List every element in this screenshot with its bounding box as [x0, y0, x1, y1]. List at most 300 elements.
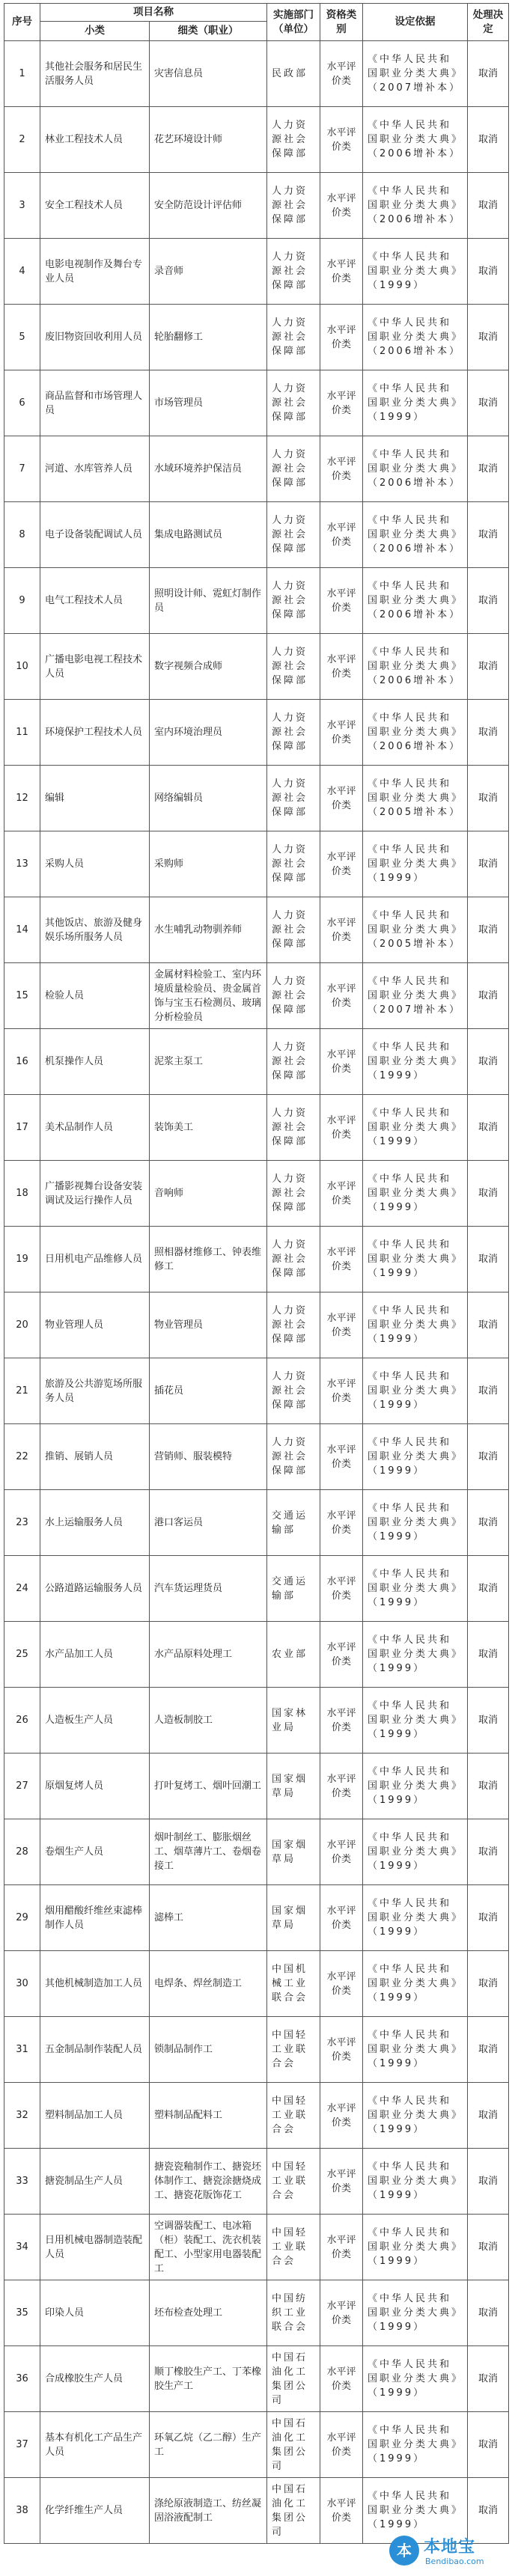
- row-basis: 《中华人民共和国职业分类大典》（2006增补本）: [363, 305, 468, 370]
- row-job-subtype: 水域环境养护保洁员: [150, 436, 267, 502]
- row-qualification-type: 水平评价类: [320, 370, 363, 436]
- row-basis: 《中华人民共和国职业分类大典》（1999）: [363, 1688, 468, 1754]
- bendibao-logo-icon: 本: [389, 2536, 419, 2566]
- row-number: 13: [4, 831, 40, 897]
- row-qualification-type: 水平评价类: [320, 2083, 363, 2149]
- row-qualification-type: 水平评价类: [320, 2346, 363, 2412]
- row-minor-category: 其他机械制造加工人员: [40, 1951, 150, 2017]
- table-row: [4, 107, 509, 173]
- row-minor-category: 检验人员: [40, 963, 150, 1029]
- row-minor-category: 电子设备装配调试人员: [40, 502, 150, 568]
- row-department: 国家烟草局: [267, 1885, 320, 1951]
- row-basis: 《中华人民共和国职业分类大典》（1999）: [363, 2280, 468, 2346]
- row-department: 中国轻工业联合会: [267, 2149, 320, 2215]
- row-minor-category: 电气工程技术人员: [40, 568, 150, 634]
- row-qualification-type: 水平评价类: [320, 2149, 363, 2215]
- row-department: 民政部: [267, 41, 320, 107]
- row-basis: 《中华人民共和国职业分类大典》（1999）: [363, 1424, 468, 1490]
- row-basis: 《中华人民共和国职业分类大典》（1999）: [363, 1292, 468, 1358]
- row-decision: 取消: [468, 1819, 509, 1885]
- row-decision: 取消: [468, 568, 509, 634]
- table-row: [4, 700, 509, 766]
- row-decision: 取消: [468, 766, 509, 831]
- row-department: 人力资源社会保障部: [267, 1227, 320, 1292]
- row-job-subtype: 空调器装配工、电冰箱（柜）装配工、洗衣机装配工、小型家用电器装配工: [150, 2215, 267, 2280]
- table-row: [4, 2215, 509, 2280]
- row-qualification-type: 水平评价类: [320, 1161, 363, 1227]
- row-basis: 《中华人民共和国职业分类大典》（2006增补本）: [363, 173, 468, 239]
- row-basis: 《中华人民共和国职业分类大典》（2006增补本）: [363, 502, 468, 568]
- row-minor-category: 烟用醋酸纤维丝束滤棒制作人员: [40, 1885, 150, 1951]
- row-qualification-type: 水平评价类: [320, 2280, 363, 2346]
- row-department: 人力资源社会保障部: [267, 107, 320, 173]
- row-basis: 《中华人民共和国职业分类大典》（1999）: [363, 1161, 468, 1227]
- row-minor-category: 推销、展销人员: [40, 1424, 150, 1490]
- row-decision: 取消: [468, 1358, 509, 1424]
- watermark-url: Bendibao.com: [425, 2557, 484, 2566]
- row-job-subtype: 照相器材维修工、钟表维修工: [150, 1227, 267, 1292]
- table-row: [4, 41, 509, 107]
- table-row: [4, 1885, 509, 1951]
- table-row: [4, 831, 509, 897]
- row-basis: 《中华人民共和国职业分类大典》（1999）: [363, 2215, 468, 2280]
- row-qualification-type: 水平评价类: [320, 502, 363, 568]
- row-department: 人力资源社会保障部: [267, 568, 320, 634]
- row-qualification-type: 水平评价类: [320, 1227, 363, 1292]
- row-number: 24: [4, 1556, 40, 1622]
- row-job-subtype: 泥浆主泵工: [150, 1029, 267, 1095]
- row-minor-category: 日用机械电器制造装配人员: [40, 2215, 150, 2280]
- row-minor-category: 原烟复烤人员: [40, 1754, 150, 1819]
- row-decision: 取消: [468, 1227, 509, 1292]
- row-number: 14: [4, 897, 40, 963]
- row-number: 22: [4, 1424, 40, 1490]
- row-qualification-type: 水平评价类: [320, 766, 363, 831]
- row-job-subtype: 营销师、服装模特: [150, 1424, 267, 1490]
- row-job-subtype: 灾害信息员: [150, 41, 267, 107]
- row-job-subtype: 塑料制品配料工: [150, 2083, 267, 2149]
- table-row: [4, 239, 509, 305]
- row-department: 人力资源社会保障部: [267, 831, 320, 897]
- row-number: 19: [4, 1227, 40, 1292]
- row-minor-category: 广播电影电视工程技术人员: [40, 634, 150, 700]
- row-minor-category: 编辑: [40, 766, 150, 831]
- row-department: 人力资源社会保障部: [267, 173, 320, 239]
- table-row: [4, 963, 509, 1029]
- row-basis: 《中华人民共和国职业分类大典》（1999）: [363, 831, 468, 897]
- table-row: [4, 1819, 509, 1885]
- table-row: [4, 2017, 509, 2083]
- row-job-subtype: 音响师: [150, 1161, 267, 1227]
- table-row: [4, 1292, 509, 1358]
- row-basis: 《中华人民共和国职业分类大典》（1999）: [363, 370, 468, 436]
- row-department: 中国石油化工集团公司: [267, 2478, 320, 2544]
- row-qualification-type: 水平评价类: [320, 2017, 363, 2083]
- row-basis: 《中华人民共和国职业分类大典》（1999）: [363, 2083, 468, 2149]
- row-minor-category: 电影电视制作及舞台专业人员: [40, 239, 150, 305]
- row-job-subtype: 搪瓷瓷釉制作工、搪瓷坯体制作工、搪瓷涂搪烧成工、搪瓷花版饰花工: [150, 2149, 267, 2215]
- table-row: [4, 766, 509, 831]
- row-decision: 取消: [468, 2215, 509, 2280]
- row-department: 中国机械工业联合会: [267, 1951, 320, 2017]
- row-number: 38: [4, 2478, 40, 2544]
- row-minor-category: 旅游及公共游览场所服务人员: [40, 1358, 150, 1424]
- row-qualification-type: 水平评价类: [320, 831, 363, 897]
- row-number: 18: [4, 1161, 40, 1227]
- row-number: 27: [4, 1754, 40, 1819]
- row-minor-category: 日用机电产品维修人员: [40, 1227, 150, 1292]
- row-number: 28: [4, 1819, 40, 1885]
- table-row: [4, 2083, 509, 2149]
- row-decision: 取消: [468, 1951, 509, 2017]
- row-job-subtype: 花艺环境设计师: [150, 107, 267, 173]
- row-job-subtype: 水产品原料处理工: [150, 1622, 267, 1688]
- table-row: [4, 502, 509, 568]
- header-basis: 设定依据: [363, 4, 468, 41]
- row-decision: 取消: [468, 305, 509, 370]
- row-qualification-type: 水平评价类: [320, 1688, 363, 1754]
- row-department: 人力资源社会保障部: [267, 239, 320, 305]
- row-qualification-type: 水平评价类: [320, 2412, 363, 2478]
- row-number: 20: [4, 1292, 40, 1358]
- row-department: 人力资源社会保障部: [267, 370, 320, 436]
- row-basis: 《中华人民共和国职业分类大典》（1999）: [363, 1227, 468, 1292]
- row-basis: 《中华人民共和国职业分类大典》（2006增补本）: [363, 634, 468, 700]
- row-decision: 取消: [468, 173, 509, 239]
- row-minor-category: 物业管理人员: [40, 1292, 150, 1358]
- row-decision: 取消: [468, 897, 509, 963]
- row-job-subtype: 人造板制胶工: [150, 1688, 267, 1754]
- row-department: 人力资源社会保障部: [267, 1029, 320, 1095]
- row-minor-category: 塑料制品加工人员: [40, 2083, 150, 2149]
- row-basis: 《中华人民共和国职业分类大典》（1999）: [363, 239, 468, 305]
- row-job-subtype: 数字视频合成师: [150, 634, 267, 700]
- row-job-subtype: 汽车货运理货员: [150, 1556, 267, 1622]
- row-basis: 《中华人民共和国职业分类大典》（1999）: [363, 1622, 468, 1688]
- row-department: 交通运输部: [267, 1490, 320, 1556]
- header-action: 处理决定: [468, 4, 509, 41]
- row-job-subtype: 装饰美工: [150, 1095, 267, 1161]
- row-decision: 取消: [468, 370, 509, 436]
- row-number: 26: [4, 1688, 40, 1754]
- header-subtype: 细类（职业）: [150, 22, 267, 41]
- row-decision: 取消: [468, 1622, 509, 1688]
- row-basis: 《中华人民共和国职业分类大典》（1999）: [363, 1819, 468, 1885]
- row-decision: 取消: [468, 436, 509, 502]
- header-no: 序号: [4, 4, 40, 41]
- row-decision: 取消: [468, 1029, 509, 1095]
- table-row: [4, 1622, 509, 1688]
- table-row: [4, 897, 509, 963]
- row-number: 6: [4, 370, 40, 436]
- row-department: 人力资源社会保障部: [267, 700, 320, 766]
- row-job-subtype: 室内环境治理员: [150, 700, 267, 766]
- row-job-subtype: 锁制品制作工: [150, 2017, 267, 2083]
- row-decision: 取消: [468, 1754, 509, 1819]
- row-basis: 《中华人民共和国职业分类大典》（1999）: [363, 2017, 468, 2083]
- row-department: 人力资源社会保障部: [267, 634, 320, 700]
- table-row: [4, 1029, 509, 1095]
- row-number: 12: [4, 766, 40, 831]
- row-decision: 取消: [468, 2149, 509, 2215]
- row-number: 17: [4, 1095, 40, 1161]
- row-decision: 取消: [468, 2346, 509, 2412]
- row-minor-category: 安全工程技术人员: [40, 173, 150, 239]
- row-decision: 取消: [468, 41, 509, 107]
- row-number: 9: [4, 568, 40, 634]
- row-department: 人力资源社会保障部: [267, 305, 320, 370]
- row-qualification-type: 水平评价类: [320, 173, 363, 239]
- row-basis: 《中华人民共和国职业分类大典》（1999）: [363, 2478, 468, 2544]
- row-minor-category: 化学纤维生产人员: [40, 2478, 150, 2544]
- row-basis: 《中华人民共和国职业分类大典》（1999）: [363, 2149, 468, 2215]
- row-minor-category: 河道、水库管养人员: [40, 436, 150, 502]
- header-type: 资格类别: [320, 4, 363, 41]
- row-job-subtype: 物业管理员: [150, 1292, 267, 1358]
- row-decision: 取消: [468, 502, 509, 568]
- row-number: 8: [4, 502, 40, 568]
- row-number: 23: [4, 1490, 40, 1556]
- row-job-subtype: 顺丁橡胶生产工、丁苯橡胶生产工: [150, 2346, 267, 2412]
- row-job-subtype: 照明设计师、霓虹灯制作员: [150, 568, 267, 634]
- row-basis: 《中华人民共和国职业分类大典》（1999）: [363, 2412, 468, 2478]
- row-qualification-type: 水平评价类: [320, 436, 363, 502]
- row-basis: 《中华人民共和国职业分类大典》（2006增补本）: [363, 107, 468, 173]
- table-row: [4, 436, 509, 502]
- row-qualification-type: 水平评价类: [320, 2478, 363, 2544]
- row-department: 人力资源社会保障部: [267, 897, 320, 963]
- row-minor-category: 水上运输服务人员: [40, 1490, 150, 1556]
- row-qualification-type: 水平评价类: [320, 1095, 363, 1161]
- row-qualification-type: 水平评价类: [320, 1951, 363, 2017]
- table-row: [4, 2412, 509, 2478]
- row-job-subtype: 港口客运员: [150, 1490, 267, 1556]
- table-row: [4, 1358, 509, 1424]
- row-qualification-type: 水平评价类: [320, 1424, 363, 1490]
- row-basis: 《中华人民共和国职业分类大典》（2007增补本）: [363, 963, 468, 1029]
- row-minor-category: 商品监督和市场管理人员: [40, 370, 150, 436]
- row-job-subtype: 录音师: [150, 239, 267, 305]
- row-minor-category: 人造板生产人员: [40, 1688, 150, 1754]
- row-job-subtype: 涤纶原液制造工、纺丝凝固浴液配制工: [150, 2478, 267, 2544]
- row-job-subtype: 市场管理员: [150, 370, 267, 436]
- row-number: 30: [4, 1951, 40, 2017]
- row-department: 中国石油化工集团公司: [267, 2346, 320, 2412]
- row-job-subtype: 金属材料检验工、室内环境质量检验员、贵金属首饰与宝玉石检测员、玻璃分析检验员: [150, 963, 267, 1029]
- row-basis: 《中华人民共和国职业分类大典》（1999）: [363, 2346, 468, 2412]
- row-decision: 取消: [468, 239, 509, 305]
- row-department: 人力资源社会保障部: [267, 766, 320, 831]
- row-qualification-type: 水平评价类: [320, 634, 363, 700]
- table-row: [4, 634, 509, 700]
- table-row: [4, 2346, 509, 2412]
- row-basis: 《中华人民共和国职业分类大典》（1999）: [363, 1358, 468, 1424]
- table-body: [4, 41, 509, 2544]
- row-number: 5: [4, 305, 40, 370]
- row-department: 人力资源社会保障部: [267, 1161, 320, 1227]
- row-department: 人力资源社会保障部: [267, 1424, 320, 1490]
- row-minor-category: 五金制品制作装配人员: [40, 2017, 150, 2083]
- row-number: 32: [4, 2083, 40, 2149]
- row-qualification-type: 水平评价类: [320, 897, 363, 963]
- row-decision: 取消: [468, 1292, 509, 1358]
- row-basis: 《中华人民共和国职业分类大典》（2006增补本）: [363, 436, 468, 502]
- table-header: [4, 4, 509, 41]
- row-decision: 取消: [468, 2280, 509, 2346]
- row-job-subtype: 集成电路测试员: [150, 502, 267, 568]
- row-decision: 取消: [468, 2412, 509, 2478]
- row-minor-category: 林业工程技术人员: [40, 107, 150, 173]
- row-qualification-type: 水平评价类: [320, 2215, 363, 2280]
- row-job-subtype: 打叶复烤工、烟叶回潮工: [150, 1754, 267, 1819]
- row-job-subtype: 轮胎翻修工: [150, 305, 267, 370]
- row-basis: 《中华人民共和国职业分类大典》（1999）: [363, 1885, 468, 1951]
- header-project: 项目名称: [40, 4, 267, 22]
- row-qualification-type: 水平评价类: [320, 1754, 363, 1819]
- row-qualification-type: 水平评价类: [320, 1490, 363, 1556]
- row-job-subtype: 烟叶制丝工、膨胀烟丝工、烟草薄片工、卷烟卷接工: [150, 1819, 267, 1885]
- row-qualification-type: 水平评价类: [320, 107, 363, 173]
- row-decision: 取消: [468, 831, 509, 897]
- row-minor-category: 其他社会服务和居民生活服务人员: [40, 41, 150, 107]
- row-qualification-type: 水平评价类: [320, 305, 363, 370]
- row-qualification-type: 水平评价类: [320, 1819, 363, 1885]
- row-department: 人力资源社会保障部: [267, 1095, 320, 1161]
- row-job-subtype: 网络编辑员: [150, 766, 267, 831]
- row-minor-category: 美术品制作人员: [40, 1095, 150, 1161]
- row-department: 国家林业局: [267, 1688, 320, 1754]
- row-number: 34: [4, 2215, 40, 2280]
- row-department: 人力资源社会保障部: [267, 502, 320, 568]
- row-qualification-type: 水平评价类: [320, 1622, 363, 1688]
- table-row: [4, 370, 509, 436]
- row-job-subtype: 坯布检查处理工: [150, 2280, 267, 2346]
- row-minor-category: 公路道路运输服务人员: [40, 1556, 150, 1622]
- row-decision: 取消: [468, 1424, 509, 1490]
- row-number: 7: [4, 436, 40, 502]
- row-number: 37: [4, 2412, 40, 2478]
- table-row: [4, 2280, 509, 2346]
- row-decision: 取消: [468, 1095, 509, 1161]
- row-number: 1: [4, 41, 40, 107]
- row-department: 中国轻工业联合会: [267, 2083, 320, 2149]
- row-qualification-type: 水平评价类: [320, 568, 363, 634]
- row-qualification-type: 水平评价类: [320, 963, 363, 1029]
- row-job-subtype: 安全防范设计评估师: [150, 173, 267, 239]
- table-row: [4, 1556, 509, 1622]
- row-basis: 《中华人民共和国职业分类大典》（2007增补本）: [363, 41, 468, 107]
- row-department: 人力资源社会保障部: [267, 963, 320, 1029]
- table-row: [4, 1227, 509, 1292]
- row-number: 29: [4, 1885, 40, 1951]
- row-department: 人力资源社会保障部: [267, 436, 320, 502]
- row-decision: 取消: [468, 1556, 509, 1622]
- row-department: 农业部: [267, 1622, 320, 1688]
- row-department: 中国轻工业联合会: [267, 2017, 320, 2083]
- row-department: 人力资源社会保障部: [267, 1292, 320, 1358]
- table-row: [4, 1951, 509, 2017]
- row-number: 11: [4, 700, 40, 766]
- row-job-subtype: 环氧乙烷（乙二醇）生产工: [150, 2412, 267, 2478]
- row-number: 36: [4, 2346, 40, 2412]
- row-department: 交通运输部: [267, 1556, 320, 1622]
- row-job-subtype: 电焊条、焊丝制造工: [150, 1951, 267, 2017]
- table-row: [4, 1424, 509, 1490]
- row-job-subtype: 滤棒工: [150, 1885, 267, 1951]
- row-job-subtype: 插花员: [150, 1358, 267, 1424]
- row-decision: 取消: [468, 1490, 509, 1556]
- row-number: 31: [4, 2017, 40, 2083]
- bendibao-watermark: [389, 2534, 502, 2572]
- row-number: 15: [4, 963, 40, 1029]
- row-qualification-type: 水平评价类: [320, 1885, 363, 1951]
- header-minor: 小类: [40, 22, 150, 41]
- row-department: 中国轻工业联合会: [267, 2215, 320, 2280]
- table-row: [4, 1161, 509, 1227]
- row-decision: 取消: [468, 107, 509, 173]
- table-row: [4, 568, 509, 634]
- row-basis: 《中华人民共和国职业分类大典》（2006增补本）: [363, 700, 468, 766]
- row-decision: 取消: [468, 2017, 509, 2083]
- row-department: 国家烟草局: [267, 1819, 320, 1885]
- row-minor-category: 卷烟生产人员: [40, 1819, 150, 1885]
- qualification-table: [4, 3, 509, 2544]
- row-number: 3: [4, 173, 40, 239]
- row-qualification-type: 水平评价类: [320, 1556, 363, 1622]
- row-department: 中国石油化工集团公司: [267, 2412, 320, 2478]
- row-number: 25: [4, 1622, 40, 1688]
- row-basis: 《中华人民共和国职业分类大典》（2005增补本）: [363, 897, 468, 963]
- row-basis: 《中华人民共和国职业分类大典》（1999）: [363, 1095, 468, 1161]
- row-qualification-type: 水平评价类: [320, 41, 363, 107]
- row-decision: 取消: [468, 700, 509, 766]
- row-basis: 《中华人民共和国职业分类大典》（1999）: [363, 1490, 468, 1556]
- row-qualification-type: 水平评价类: [320, 1358, 363, 1424]
- row-department: 国家烟草局: [267, 1754, 320, 1819]
- row-minor-category: 广播影视舞台设备安装调试及运行操作人员: [40, 1161, 150, 1227]
- row-basis: 《中华人民共和国职业分类大典》（2005增补本）: [363, 766, 468, 831]
- table-row: [4, 173, 509, 239]
- header-dept: 实施部门（单位）: [267, 4, 320, 41]
- row-qualification-type: 水平评价类: [320, 1292, 363, 1358]
- row-minor-category: 水产品加工人员: [40, 1622, 150, 1688]
- row-basis: 《中华人民共和国职业分类大典》（1999）: [363, 1029, 468, 1095]
- row-minor-category: 其他饭店、旅游及健身娱乐场所服务人员: [40, 897, 150, 963]
- row-department: 中国纺织工业联合会: [267, 2280, 320, 2346]
- row-minor-category: 搪瓷制品生产人员: [40, 2149, 150, 2215]
- table-row: [4, 1490, 509, 1556]
- row-qualification-type: 水平评价类: [320, 239, 363, 305]
- row-number: 21: [4, 1358, 40, 1424]
- row-job-subtype: 水生哺乳动物驯养师: [150, 897, 267, 963]
- row-number: 33: [4, 2149, 40, 2215]
- row-minor-category: 环境保护工程技术人员: [40, 700, 150, 766]
- row-basis: 《中华人民共和国职业分类大典》（1999）: [363, 1556, 468, 1622]
- row-number: 10: [4, 634, 40, 700]
- table-row: [4, 305, 509, 370]
- row-minor-category: 印染人员: [40, 2280, 150, 2346]
- row-qualification-type: 水平评价类: [320, 700, 363, 766]
- row-decision: 取消: [468, 2478, 509, 2544]
- row-number: 35: [4, 2280, 40, 2346]
- row-job-subtype: 采购师: [150, 831, 267, 897]
- row-minor-category: 基本有机化工产品生产人员: [40, 2412, 150, 2478]
- row-basis: 《中华人民共和国职业分类大典》（1999）: [363, 1951, 468, 2017]
- row-qualification-type: 水平评价类: [320, 1029, 363, 1095]
- row-decision: 取消: [468, 1885, 509, 1951]
- row-basis: 《中华人民共和国职业分类大典》（1999）: [363, 1754, 468, 1819]
- row-minor-category: 合成橡胶生产人员: [40, 2346, 150, 2412]
